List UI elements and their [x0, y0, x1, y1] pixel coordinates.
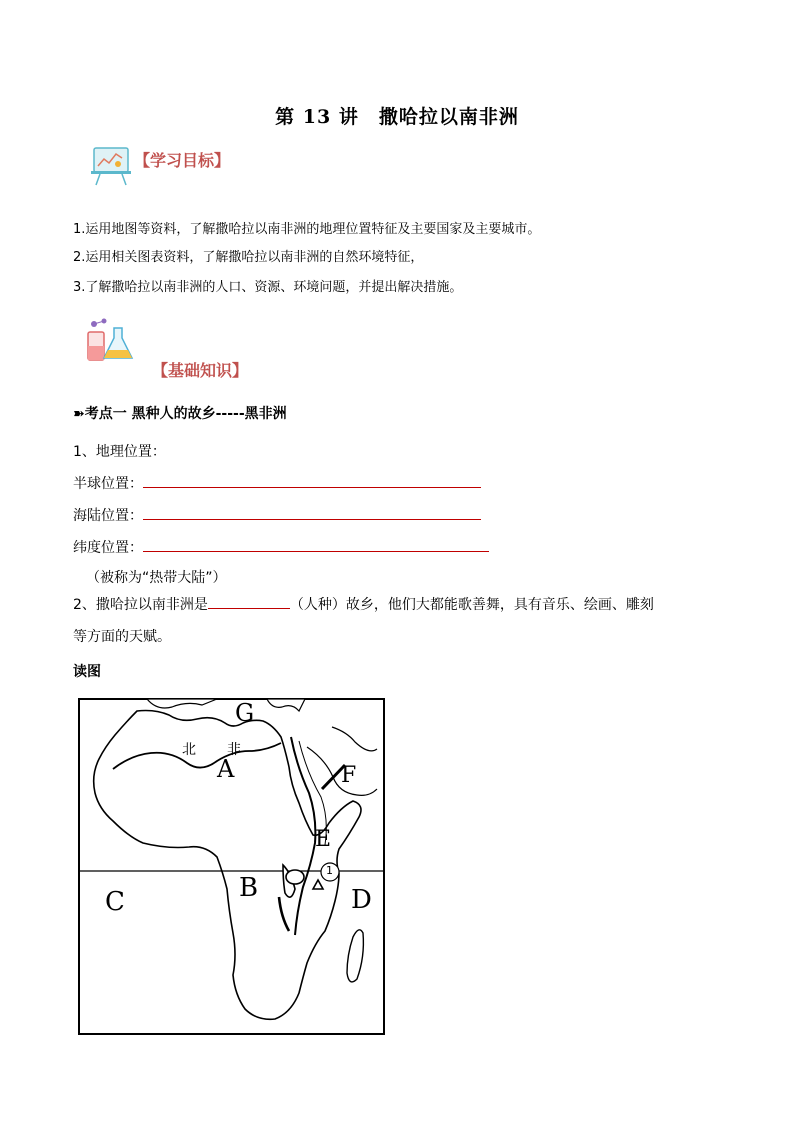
africa-map — [77, 697, 387, 1037]
hemisphere-row — [73, 473, 481, 493]
label-f: F — [341, 763, 357, 788]
label-africa: 非 — [227, 742, 241, 758]
label-a: A — [217, 755, 235, 783]
label-north: 北 — [182, 742, 196, 758]
label-circle-1: 1 — [326, 864, 333, 877]
basics-heading: 【基础知识】 — [152, 361, 249, 380]
q2-prefix: 2、撒哈拉以南非洲是 — [73, 597, 208, 613]
label-g: G — [235, 699, 255, 727]
label-b: B — [239, 873, 259, 903]
race-blank[interactable] — [208, 596, 290, 609]
lab-flask-icon — [84, 318, 136, 364]
latitude-row — [73, 537, 489, 557]
label-e: E — [315, 827, 332, 852]
sea-land-blank[interactable] — [143, 507, 481, 520]
presentation-board-icon — [88, 144, 134, 186]
kaodian-heading: ➽考点一 黑种人的故乡-----黑非洲 — [73, 406, 287, 422]
objective-3: 3.了解撒哈拉以南非洲的人口、资源、环境问题，并提出解决措施。 — [73, 280, 463, 295]
hemisphere-label: 半球位置： — [73, 476, 143, 492]
sea-land-label: 海陆位置： — [73, 508, 143, 524]
label-d: D — [351, 885, 372, 915]
objective-2: 2.运用相关图表资料，了解撒哈拉以南非洲的自然环境特征， — [73, 250, 424, 265]
q2-line2: 等方面的天赋。 — [73, 629, 171, 645]
latitude-blank[interactable] — [143, 539, 489, 552]
objective-1: 1.运用地图等资料，了解撒哈拉以南非洲的地理位置特征及主要国家及主要城市。 — [73, 222, 541, 237]
q1-label: 1、地理位置： — [73, 444, 166, 460]
sea-land-row — [73, 505, 481, 525]
q2-suffix: （人种）故乡，他们大都能歌善舞，具有音乐、绘画、雕刻 — [289, 597, 654, 613]
read-map-label: 读图 — [73, 664, 101, 680]
label-c: C — [105, 887, 125, 917]
q2-row — [73, 594, 654, 614]
hemisphere-blank[interactable] — [143, 475, 481, 488]
page-title: 第 13 讲 撒哈拉以南非洲 — [275, 106, 519, 128]
tropical-note: （被称为“热带大陆”） — [86, 570, 227, 586]
latitude-label: 纬度位置： — [73, 540, 143, 556]
objectives-heading: 【学习目标】 — [134, 151, 231, 170]
